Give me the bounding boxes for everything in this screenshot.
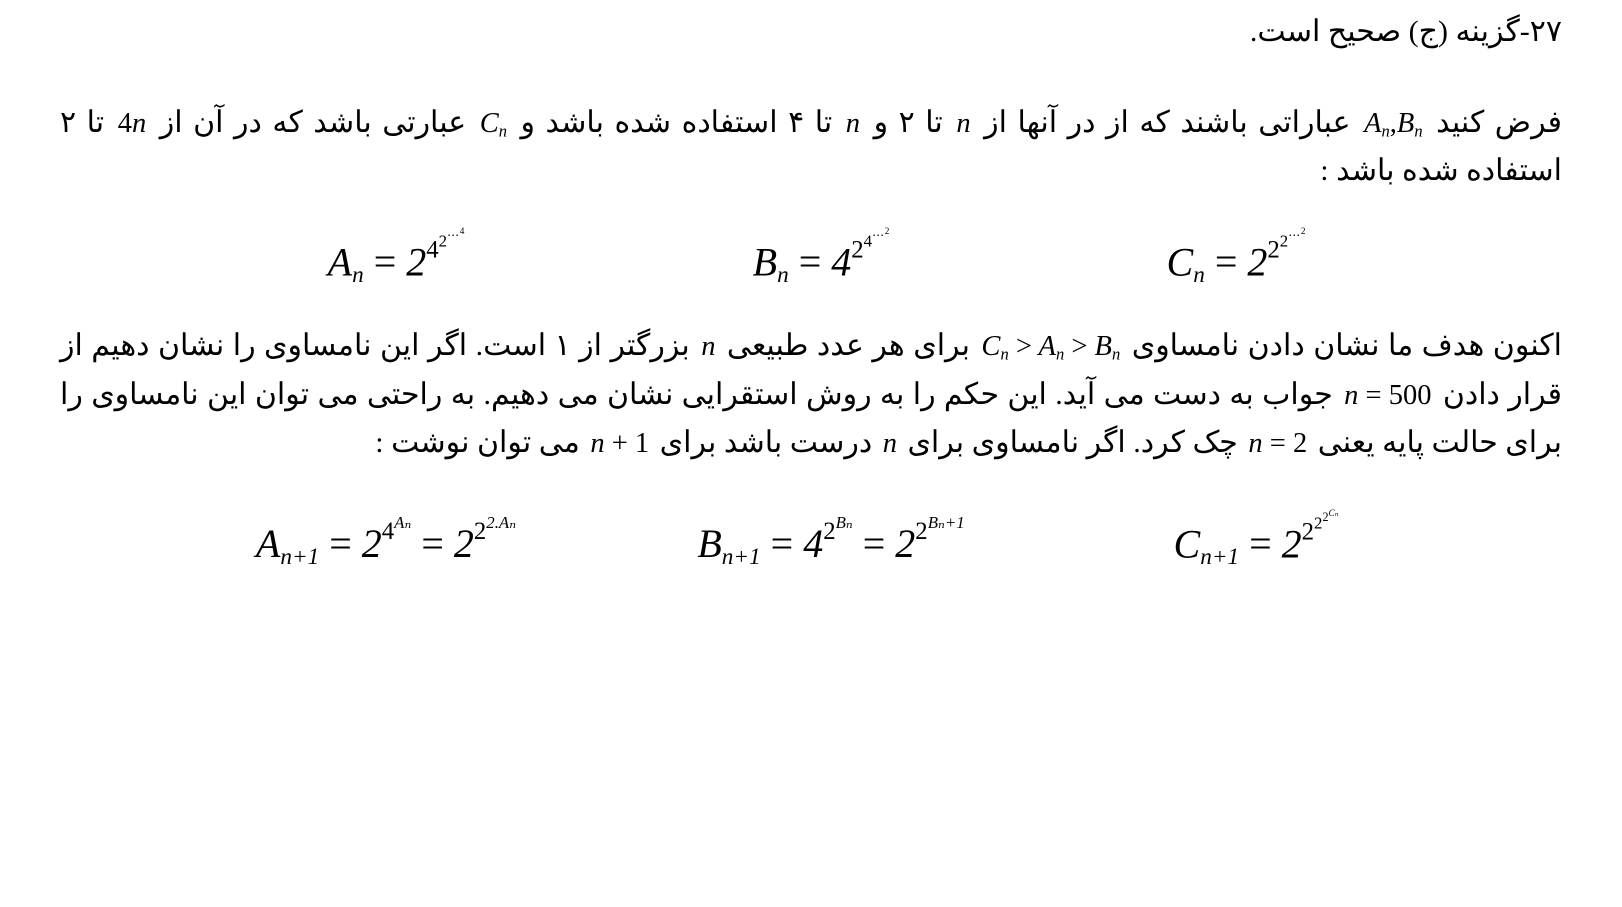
eq1-B-letter: B (752, 239, 778, 285)
paragraph-2 (60, 322, 1562, 468)
eq2-C-sub: n+1 (1200, 543, 1240, 570)
paragraph-2-text-b: برای هر عدد طبیعی (718, 329, 979, 363)
eq1-B-exp2: 4 (863, 231, 873, 251)
eq1-C-exp2: 2 (1279, 231, 1289, 251)
equation-row-1 (60, 226, 1562, 288)
equation-B-n-plus-1 (606, 514, 1056, 570)
spacer (60, 57, 1562, 99)
inline-math-cn: Cn (479, 107, 507, 141)
inline-math-n-plus-1: n + 1 (590, 428, 650, 460)
paragraph-1-text-e: عبارتی باشد که در آن از (149, 105, 477, 139)
eq2-B-sub: n+1 (721, 543, 761, 570)
paragraph-1-text-b: عباراتی باشند که از در آنها از (973, 105, 1362, 139)
eq2-B-equals: = (770, 521, 794, 567)
eq2-B-exp1: 2 (823, 518, 836, 546)
eq1-B-dots: ⋯ (872, 227, 885, 242)
eq2-A-exp1: 4 (381, 518, 395, 546)
eq2-A-base2: 2 (453, 521, 474, 567)
eq1-C-dots: ⋯ (1288, 227, 1301, 242)
inline-math-an-bn: An,Bn (1364, 107, 1423, 141)
eq1-A-exp1: 4 (426, 236, 439, 264)
spacer (60, 468, 1562, 508)
eq1-A-base: 2 (406, 239, 427, 285)
paragraph-1 (60, 99, 1562, 196)
paragraph-1-text-c: تا ۲ و (863, 105, 954, 139)
eq1-C-exp4: 2 (1300, 225, 1306, 236)
eq1-B-sub: n (777, 261, 789, 288)
inline-math-inequality: Cn > An > Bn (981, 331, 1121, 364)
equation-C-n (1036, 226, 1436, 288)
eq2-C-base: 2 (1281, 521, 1302, 567)
eq2-A-base: 2 (361, 521, 382, 567)
eq2-A-equals2: = (421, 521, 444, 567)
paragraph-2-text-g: می توان نوشت : (375, 426, 588, 460)
eq1-A-exp2: 2 (438, 231, 448, 251)
eq1-B-base: 4 (831, 239, 852, 285)
paragraph-2-text-f: درست باشد برای (652, 426, 880, 460)
eq2-C-exp2: 2 (1314, 513, 1323, 533)
eq2-C-exp4: Cₙ (1328, 507, 1339, 518)
eq1-C-sub: n (1193, 261, 1205, 288)
eq2-B-exp2: Bₙ (835, 513, 853, 533)
answer-line: ۲۷-گزینه (ج) صحیح است. (1249, 15, 1562, 48)
eq2-A-exp3: 2 (473, 518, 487, 546)
inline-math-n-eq-2: n = 2 (1248, 428, 1308, 460)
spacer (60, 196, 1562, 226)
inline-math-n-eq-500: n = 500 (1344, 379, 1432, 411)
equation-C-n-plus-1 (1056, 508, 1456, 570)
equation-row-2 (60, 508, 1562, 570)
eq2-C-equals: = (1249, 521, 1272, 567)
eq2-C-exp1: 2 (1301, 518, 1315, 546)
paragraph-2-text-c: بزرگتر از ۱ است. اگر این نامساوی را نشان دهیم از قرار دادن (60, 329, 1562, 411)
eq2-A-letter: A (255, 521, 281, 567)
eq1-B-equals: = (798, 239, 822, 285)
eq2-B-equals2: = (862, 521, 886, 567)
paragraph-2-text-d: جواب به دست می آید. این حکم را به روش استقرایی نشان می دهیم. به راحتی می توان این نامساوی را برای حالت پایه یعنی (60, 377, 1562, 460)
eq2-B-letter: B (697, 521, 722, 567)
eq1-A-sub: n (352, 261, 364, 288)
eq1-B-exp4: 2 (884, 225, 890, 236)
eq2-C-exp3: 2 (1322, 510, 1329, 525)
eq1-A-equals: = (373, 239, 397, 285)
eq2-A-sub: n+1 (280, 543, 320, 570)
eq2-B-base: 4 (803, 521, 824, 567)
eq1-A-dots: ⋯ (447, 227, 460, 242)
eq1-C-base: 2 (1247, 239, 1268, 285)
inline-math-n-2: n (845, 107, 861, 139)
equation-A-n (186, 226, 606, 288)
inline-math-4n: 4n (117, 107, 147, 139)
paragraph-2-text-a: اکنون هدف ما نشان دادن نامساوی (1123, 329, 1562, 363)
eq2-B-exp3: 2 (915, 518, 928, 546)
inline-math-n-1: n (956, 107, 971, 139)
eq1-C-letter: C (1166, 239, 1194, 285)
equation-B-n (606, 226, 1036, 288)
equation-A-n-plus-1 (166, 514, 606, 570)
eq2-A-equals: = (329, 521, 352, 567)
paragraph-1-text-a: فرض کنید (1425, 105, 1562, 139)
inline-math-n-natural: n (701, 331, 716, 363)
eq2-C-letter: C (1173, 521, 1201, 567)
eq1-A-letter: A (327, 239, 353, 285)
eq1-C-equals: = (1214, 239, 1238, 285)
inline-math-n-for: n (882, 428, 897, 460)
paragraph-2-text-e: چک کرد. اگر نامساوی برای (899, 426, 1246, 460)
eq2-B-base2: 2 (895, 521, 916, 567)
paragraph-1-text-d: تا ۴ استفاده شده باشد و (509, 105, 843, 139)
eq1-C-exp1: 2 (1267, 236, 1280, 264)
eq1-A-exp4: 4 (459, 225, 465, 236)
eq2-A-exp2: Aₙ (394, 513, 412, 533)
spacer (60, 288, 1562, 322)
eq2-A-exp4: 2.Aₙ (486, 513, 517, 533)
eq1-B-exp1: 2 (851, 236, 864, 264)
paragraph-1-text-f: تا ۲ استفاده شده باشد : (60, 105, 1562, 188)
eq2-B-exp4: Bₙ+1 (927, 513, 965, 533)
